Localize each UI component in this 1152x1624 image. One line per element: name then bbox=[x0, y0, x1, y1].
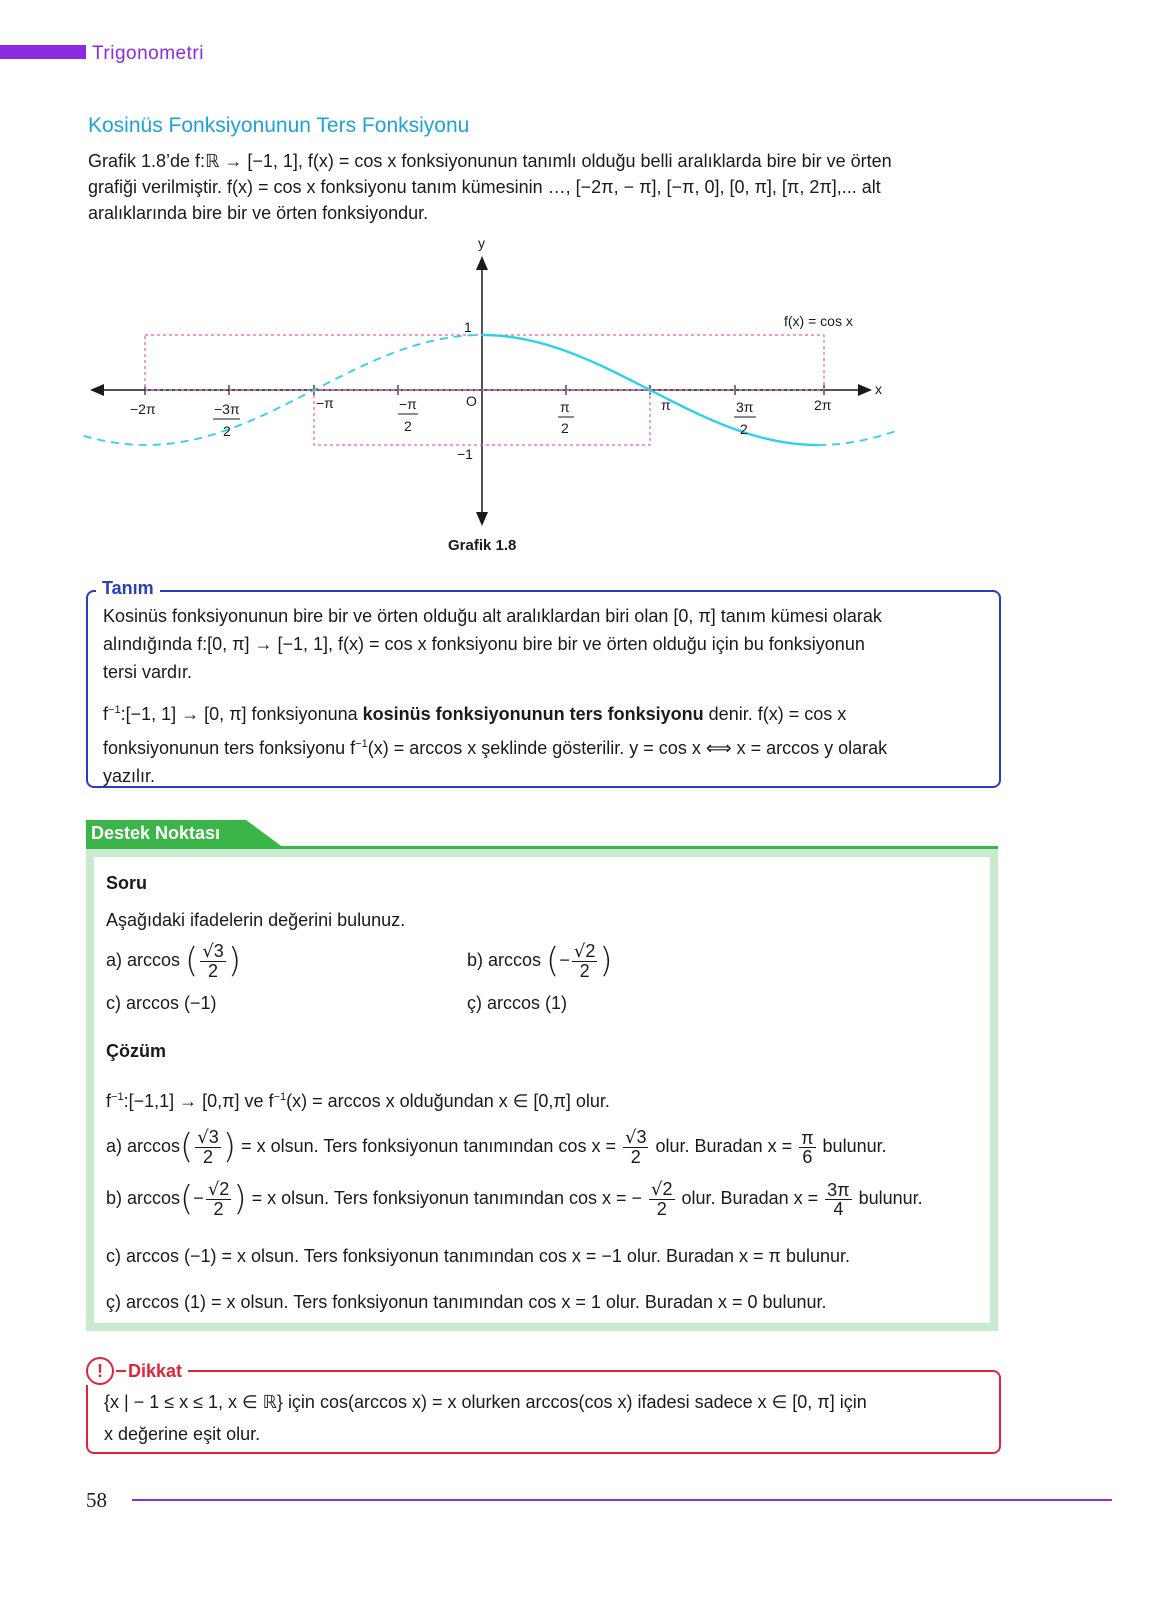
tick-3pi2-den: 2 bbox=[740, 421, 748, 437]
tick-pi: π bbox=[661, 397, 671, 413]
function-label: f(x) = cos x bbox=[784, 313, 853, 329]
definition-text: Kosinüs fonksiyonunun bire bir ve örten olduğu alt aralıklardan biri olan [0, π] tanım kümesi olarak alındığında f:[0, π] → [−1, 1], f(x) = cos x fonksiyonu bire bir ve örten olduğu için bu fonksiyonun tersi vardır. $f^{-1}:[-1$, 1] → [0, π] fonksiyonuna kosinüs fonksiyonunun ters fonksiyonu denir. f(x) = cos x fonksiyonunun ters fonksiyonu $f^{-1}(x) = \arccos x$ şeklinde gösterilir. y = cos x ⟺ x = arccos y olarak yazılır. bbox=[103, 606, 888, 786]
question-a: a) arccos ( $\frac{√3}{2}$ ) bbox=[106, 941, 242, 981]
page-number: 58 bbox=[86, 1488, 107, 1512]
footer-line bbox=[132, 1499, 1112, 1501]
header-bar bbox=[0, 45, 86, 59]
solution-a: a) arccos( $\frac{√3}{2}$ ) = x olsun. Ters fonksiyonun tanımından cos x = $\frac{√3}{2}$ olur. Buradan x = $\frac{\pi}{6}$ bulunur. bbox=[106, 1127, 887, 1167]
warning-icon: ! bbox=[86, 1357, 114, 1385]
warning-text: {x | − 1 ≤ x ≤ 1, x ∈ ℝ} için cos(arccos x) = x olurken arccos(cos x) ifadesi sadece x ∈ [0, π] için x değerine eşit olur. bbox=[104, 1392, 867, 1444]
section-title: Kosinüs Fonksiyonunun Ters Fonksiyonu bbox=[88, 114, 470, 137]
y-one-label: 1 bbox=[464, 319, 472, 335]
y-axis-label: y bbox=[478, 235, 485, 251]
question-text: Aşağıdaki ifadelerin değerini bulunuz. bbox=[106, 910, 406, 930]
header-subject: Trigonometri bbox=[92, 43, 204, 64]
support-tab bbox=[86, 820, 286, 848]
definition-box bbox=[86, 578, 1001, 788]
intro-paragraph: Grafik 1.8’de f:ℝ → [−1, 1], f(x) = cos x fonksiyonunun tanımlı olduğu belli aralıklarda bire bir ve örten grafiği verilmiştir. f(x) = cos x fonksiyonu tanım kümesinin …, [−2π, − π], [−π, 0], [0, π], [π, 2π],... alt aralıklarında bire bir ve örten fonksiyondur. bbox=[88, 151, 892, 223]
solution-cc: ç) arccos (1) = x olsun. Ters fonksiyonun tanımından cos x = 1 olur. Buradan x = 0 bulunur. bbox=[106, 1292, 827, 1312]
tick-mpi: −π bbox=[316, 395, 334, 411]
support-box bbox=[86, 849, 998, 1331]
x-axis-label: x bbox=[875, 381, 882, 397]
tick-m3pi-den: 2 bbox=[223, 423, 231, 439]
outer-box bbox=[145, 335, 824, 390]
support-tab-label: Destek Noktası bbox=[91, 823, 221, 843]
solution-line-0: $f^{-1}:[-1,1] \to [0,\pi]$ ve $f^{-1}(x) = \arccos x$ olduğundan x ∈ [0,π] olur. bbox=[106, 1091, 610, 1111]
question-b: b) arccos (− $\frac{√2}{2}$ ) bbox=[467, 941, 613, 981]
tick-3pi2-num: 3π bbox=[736, 399, 754, 415]
graph-caption: Grafik 1.8 bbox=[448, 537, 517, 554]
question-c: c) arccos (−1) bbox=[106, 993, 217, 1013]
cosine-graph bbox=[80, 232, 900, 562]
solution-b: b) arccos(− $\frac{√2}{2}$ ) = x olsun. Ters fonksiyonun tanımından cos x = − $\frac{√2}{2}$ olur. Buradan x = $\frac{3\pi}{4}$ bulunur. bbox=[106, 1179, 923, 1219]
question-title: Soru bbox=[106, 873, 148, 893]
tick-mpi2-den: 2 bbox=[404, 418, 412, 434]
tick-m3pi-num: −3π bbox=[214, 401, 240, 417]
tick-2pi: 2π bbox=[814, 397, 832, 413]
warning-box bbox=[86, 1360, 1001, 1454]
tick-pi2-den: 2 bbox=[561, 420, 569, 436]
origin-label: O bbox=[466, 393, 477, 409]
y-minus-one-label: −1 bbox=[457, 446, 473, 462]
warning-label: Dikkat bbox=[128, 1360, 183, 1381]
solution-c: c) arccos (−1) = x olsun. Ters fonksiyonun tanımından cos x = −1 olur. Buradan x = π bulunur. bbox=[106, 1246, 850, 1266]
question-cc: ç) arccos (1) bbox=[467, 993, 568, 1013]
definition-label: Tanım bbox=[96, 578, 160, 599]
tick-mpi2-num: −π bbox=[399, 396, 417, 412]
tick-m2pi: −2π bbox=[130, 401, 156, 417]
solution-title: Çözüm bbox=[106, 1041, 166, 1061]
warning-header bbox=[86, 1357, 188, 1385]
tick-pi2-num: π bbox=[560, 399, 570, 415]
